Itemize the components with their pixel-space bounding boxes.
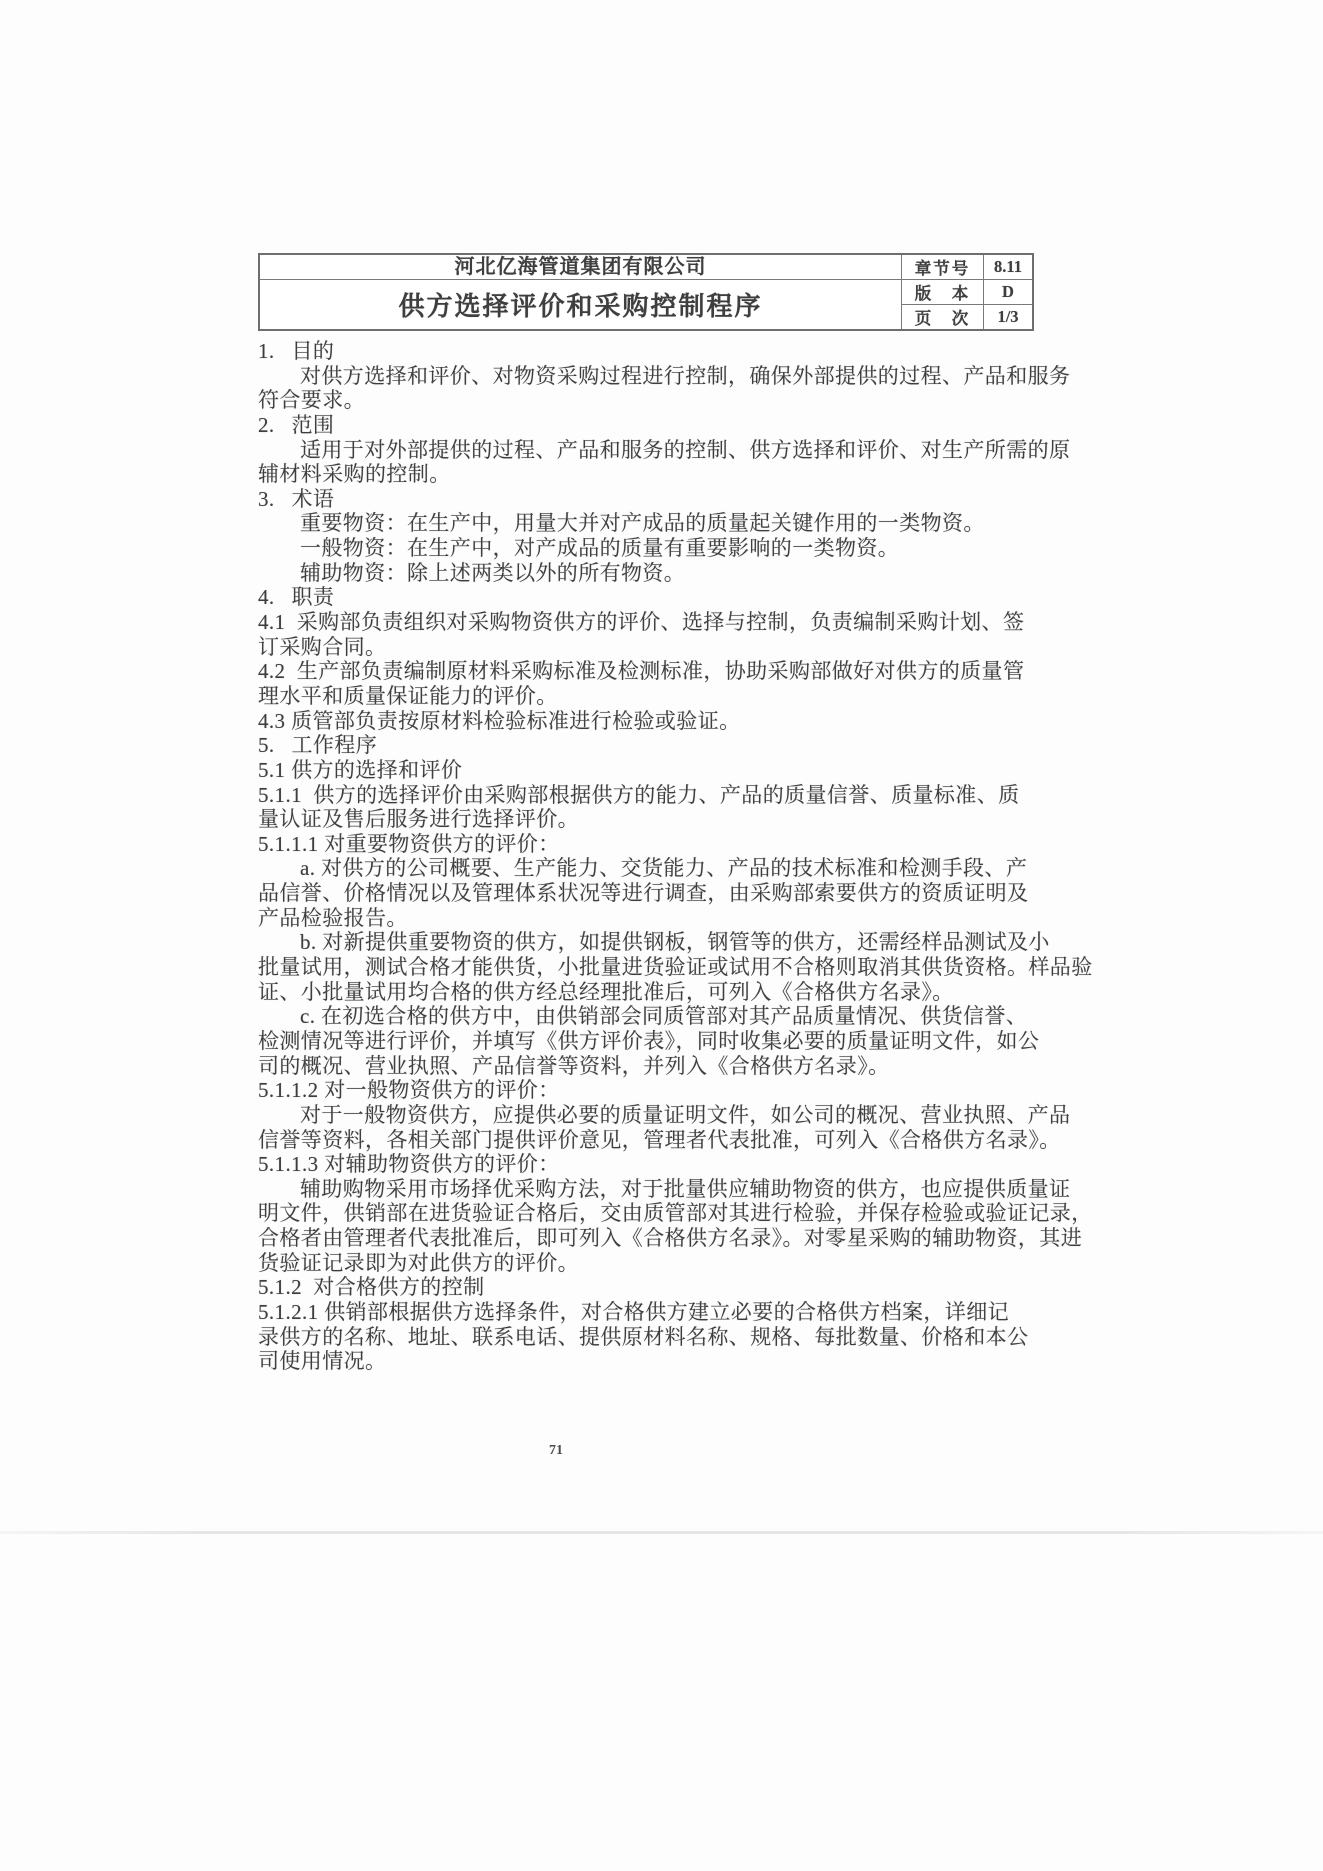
text-line: b. 对新提供重要物资的供方，如提供钢板，钢管等的供方，还需经样品测试及小	[300, 930, 1050, 955]
text-line: 5. 工作程序	[258, 733, 378, 758]
text-line: 证、小批量试用均合格的供方经总经理批准后，可列入《合格供方名录》。	[258, 979, 954, 1004]
text-line: 明文件，供销部在进货验证合格后，交由质管部对其进行检验，并保存检验或验证记录，	[258, 1201, 1093, 1226]
meta-row-page	[902, 304, 1032, 329]
document	[258, 253, 1093, 1374]
text-line: 4.3 质管部负责按原材料检验标准进行检验或验证。	[258, 708, 741, 733]
company-name: 河北亿海管道集团有限公司	[260, 255, 901, 280]
text-line: 适用于对外部提供的过程、产品和服务的控制、供方选择和评价、对生产所需的原	[300, 437, 1071, 462]
page-index-label: 页 次	[902, 305, 984, 329]
text-line: 5.1.1 供方的选择评价由采购部根据供方的能力、产品的质量信誉、质量标准、质	[258, 782, 1020, 807]
text-line: 4. 职责	[258, 585, 335, 610]
document-body	[258, 339, 1093, 1374]
text-line: a. 对供方的公司概要、生产能力、交货能力、产品的技术标准和检测手段、产	[300, 856, 1028, 881]
version-value: D	[1002, 282, 1014, 301]
version-label: 版 本	[902, 280, 984, 304]
text-line: 对于一般物资供方，应提供必要的质量证明文件，如公司的概况、营业执照、产品	[300, 1102, 1071, 1127]
meta-row-chapter	[902, 255, 1032, 279]
text-line: 一般物资：在生产中，对产成品的质量有重要影响的一类物资。	[300, 536, 900, 561]
text-line: 产品检验报告。	[258, 905, 408, 930]
text-line: 5.1.1.3 对辅助物资供方的评价：	[258, 1152, 560, 1177]
chapter-number-label: 章节号	[902, 255, 984, 279]
text-line: 理水平和质量保证能力的评价。	[258, 683, 558, 708]
text-line: 3. 术语	[258, 486, 335, 511]
header-left-cell	[260, 255, 902, 329]
meta-row-version	[902, 279, 1032, 304]
page-number: 71	[549, 1443, 563, 1458]
text-line: 司的概况、营业执照、产品信誉等资料，并列入《合格供方名录》。	[258, 1053, 890, 1078]
text-line: 1. 目的	[258, 339, 335, 363]
text-line: 重要物资：在生产中，用量大并对产成品的质量起关键作用的一类物资。	[300, 511, 985, 536]
text-line: 5.1.2 对合格供方的控制	[258, 1275, 485, 1300]
document-header-table	[258, 253, 1034, 331]
text-line: c. 在初选合格的供方中，由供销部会同质管部对其产品质量情况、供货信誉、	[300, 1004, 1028, 1029]
text-line: 订采购合同。	[258, 634, 387, 659]
text-line: 5.1.1.1 对重要物资供方的评价：	[258, 831, 560, 856]
page-separator	[0, 1531, 1323, 1534]
text-line: 2. 范围	[258, 412, 335, 437]
text-line: 品信誉、价格情况以及管理体系状况等进行调查，由采购部索要供方的资质证明及	[258, 881, 1029, 906]
text-line: 辅助物资：除上述两类以外的所有物资。	[300, 560, 686, 585]
chapter-number-value: 8.11	[994, 257, 1022, 276]
text-line: 4.2 生产部负责编制原材料采购标准及检测标准，协助采购部做好对供方的质量管	[258, 659, 1025, 684]
text-line: 5.1.2.1 供销部根据供方选择条件，对合格供方建立必要的合格供方档案，详细记	[258, 1299, 1009, 1324]
text-line: 检测情况等进行评价，并填写《供方评价表》，同时收集必要的质量证明文件，如公	[258, 1028, 1040, 1053]
text-line: 信誉等资料，各相关部门提供评价意见，管理者代表批准，可列入《合格供方名录》。	[258, 1127, 1061, 1152]
text-line: 4.1 采购部负责组织对采购物资供方的评价、选择与控制，负责编制采购计划、签	[258, 610, 1025, 635]
text-line: 5.1 供方的选择和评价	[258, 757, 463, 782]
text-line: 合格者由管理者代表批准后，即可列入《合格供方名录》。对零星采购的辅助物资，其进	[258, 1226, 1083, 1251]
text-line: 符合要求。	[258, 388, 365, 413]
text-line: 司使用情况。	[258, 1349, 387, 1374]
header-meta	[902, 255, 1032, 329]
text-line: 批量试用，测试合格才能供货，小批量进货验证或试用不合格则取消其供货资格。样品验	[258, 955, 1093, 980]
document-title: 供方选择评价和采购控制程序	[398, 292, 763, 321]
text-line: 5.1.1.2 对一般物资供方的评价：	[258, 1078, 560, 1103]
text-line: 货验证记录即为对此供方的评价。	[258, 1250, 579, 1275]
text-line: 量认证及售后服务进行选择评价。	[258, 807, 579, 832]
page-index-value: 1/3	[997, 307, 1019, 326]
text-line: 对供方选择和评价、对物资采购过程进行控制，确保外部提供的过程、产品和服务	[300, 363, 1071, 388]
text-line: 辅材料采购的控制。	[258, 462, 451, 487]
text-line: 录供方的名称、地址、联系电话、提供原材料名称、规格、每批数量、价格和本公	[258, 1324, 1029, 1349]
text-line: 辅助购物采用市场择优采购方法，对于批量供应辅助物资的供方，也应提供质量证	[300, 1176, 1071, 1201]
